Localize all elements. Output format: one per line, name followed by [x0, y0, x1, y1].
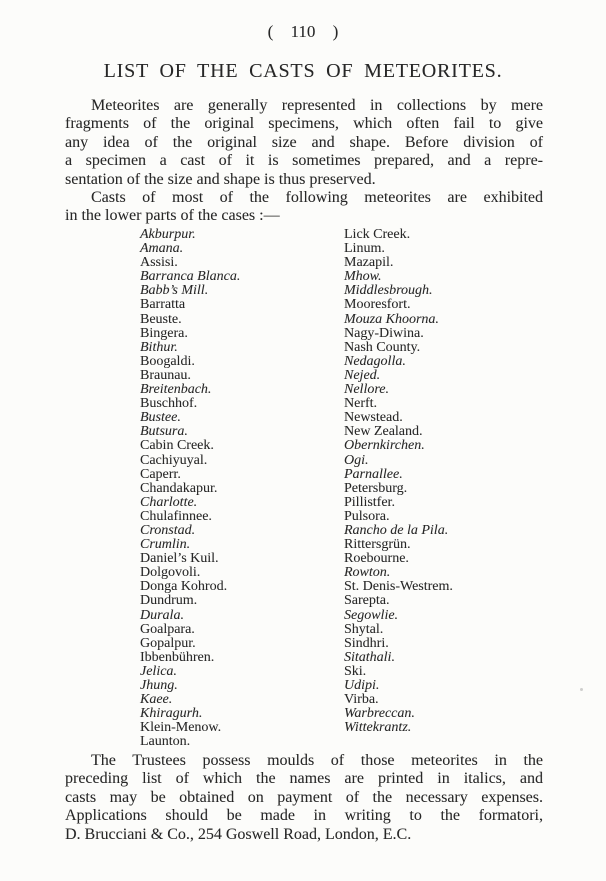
list-item: Mouza Khoorna. — [344, 311, 439, 327]
list-item: Sindhri. — [344, 635, 389, 651]
page-title: LIST OF THE CASTS OF METEORITES. — [103, 60, 503, 82]
list-item: Amana. — [140, 241, 184, 257]
list-item: Lick Creek. — [344, 227, 411, 242]
list-item: Segowlie. — [344, 607, 399, 623]
intro-paragraph — [65, 97, 543, 226]
list-item: Goalpara. — [140, 621, 195, 637]
closing-paragraph — [65, 752, 543, 844]
list-item: Chandakapur. — [140, 480, 218, 496]
list-item: Dolgovoli. — [140, 565, 201, 581]
list-item: Boogaldi. — [140, 353, 195, 369]
paragraph-line: preceding list of which the names are printed in italics, and — [65, 770, 543, 788]
paragraph-line: casts may be obtained on payment of the necessary expenses. — [65, 788, 543, 806]
list-item: Shytal. — [344, 621, 384, 637]
list-item: Braunau. — [140, 367, 191, 383]
list-item: Ibbenbühren. — [140, 649, 215, 665]
list-item: Babb’s Mill. — [140, 283, 209, 299]
list-item: Khiragurh. — [140, 706, 203, 722]
list-item: Breitenbach. — [140, 382, 212, 398]
list-item: Warbreccan. — [344, 706, 415, 722]
list-item: Ogi. — [344, 452, 369, 468]
paragraph-line: D. Brucciani & Co., 254 Goswell Road, London, E.C. — [65, 825, 412, 843]
list-item: St. Denis-Westrem. — [344, 579, 453, 595]
list-item: Sitathali. — [344, 649, 395, 665]
list-item: Bingera. — [140, 325, 188, 341]
list-item: Buschhof. — [140, 396, 198, 412]
list-item: Cronstad. — [140, 522, 196, 538]
list-item: Cabin Creek. — [140, 438, 214, 454]
list-item: Rancho de la Pila. — [344, 522, 449, 538]
list-item: Caperr. — [140, 466, 181, 482]
list-item: Cachiyuyal. — [140, 452, 208, 468]
list-item: Rowton. — [344, 565, 391, 581]
list-item: Daniel’s Kuil. — [140, 551, 219, 567]
list-item: Akburpur. — [140, 227, 196, 242]
list-item: Donga Kohrod. — [140, 579, 228, 595]
list-item: Newstead. — [344, 410, 403, 426]
meteorite-list — [140, 228, 544, 749]
list-item: New Zealand. — [344, 424, 423, 440]
list-item: Barratta — [140, 297, 186, 313]
list-item: Nerft. — [344, 396, 378, 412]
list-item: Obernkirchen. — [344, 438, 425, 454]
list-item: Gopalpur. — [140, 635, 196, 651]
list-item: Ski. — [344, 663, 367, 679]
list-item: Nejed. — [344, 367, 381, 383]
list-item: Nash County. — [344, 339, 421, 355]
list-item: Nedagolla. — [344, 353, 406, 369]
paragraph-line: any idea of the original size and shape. Before division of — [65, 133, 543, 151]
list-column-right — [344, 228, 544, 749]
list-item: Udipi. — [344, 678, 380, 693]
list-item: Butsura. — [140, 424, 188, 440]
list-item: Parnallee. — [344, 466, 403, 482]
list-item: Pulsora. — [344, 508, 390, 524]
list-column-left — [140, 228, 344, 749]
list-item: Rittersgrün. — [344, 537, 411, 553]
list-item: Wittekrantz. — [344, 720, 412, 736]
list-item: Virba. — [344, 692, 379, 708]
list-item: Bithur. — [140, 339, 178, 355]
list-item: Nagy-Diwina. — [344, 325, 424, 341]
list-item: Beuste. — [140, 311, 182, 327]
list-item: Mazapil. — [344, 255, 394, 271]
list-item: Nellore. — [344, 382, 389, 398]
paragraph-line: fragments of the original specimens, which often fail to give — [65, 115, 543, 133]
paragraph-line: sentation of the size and shape is thus preserved. — [65, 170, 376, 188]
list-item: Crumlin. — [140, 537, 191, 553]
paragraph-line: Meteorites are generally represented in collections by mere — [91, 97, 543, 114]
list-item: Middlesbrough. — [344, 283, 433, 299]
list-item: Durala. — [140, 607, 184, 623]
paragraph-line: in the lower parts of the cases :— — [65, 207, 280, 225]
page-number: ( 110 ) — [267, 22, 339, 41]
list-item: Jhung. — [140, 678, 178, 693]
paragraph-line: Casts of most of the following meteorites are exhibited — [91, 189, 543, 207]
list-item: Launton. — [140, 734, 191, 750]
paragraph-line: The Trustees possess moulds of those meteorites in the — [91, 752, 543, 769]
list-item: Bustee. — [140, 410, 181, 426]
list-item: Pillistfer. — [344, 494, 395, 510]
list-item: Jelica. — [140, 663, 177, 679]
list-item: Chulafinnee. — [140, 508, 212, 524]
list-item: Linum. — [344, 241, 385, 257]
list-item: Petersburg. — [344, 480, 408, 496]
list-item: Kaee. — [140, 692, 173, 708]
list-item: Roebourne. — [344, 551, 409, 567]
scan-speckle — [580, 688, 583, 691]
paragraph-line: Applications should be made in writing to the formatori, — [65, 807, 543, 825]
list-item: Mhow. — [344, 269, 382, 285]
list-item: Sarepta. — [344, 593, 390, 609]
list-item: Klein-Menow. — [140, 720, 222, 736]
list-item: Assisi. — [140, 255, 178, 271]
list-item: Charlotte. — [140, 494, 198, 510]
paragraph-line: a specimen a cast of it is sometimes prepared, and a repre- — [65, 152, 543, 170]
list-item: Dundrum. — [140, 593, 198, 609]
list-item: Barranca Blanca. — [140, 269, 241, 285]
list-item: Mooresfort. — [344, 297, 411, 313]
